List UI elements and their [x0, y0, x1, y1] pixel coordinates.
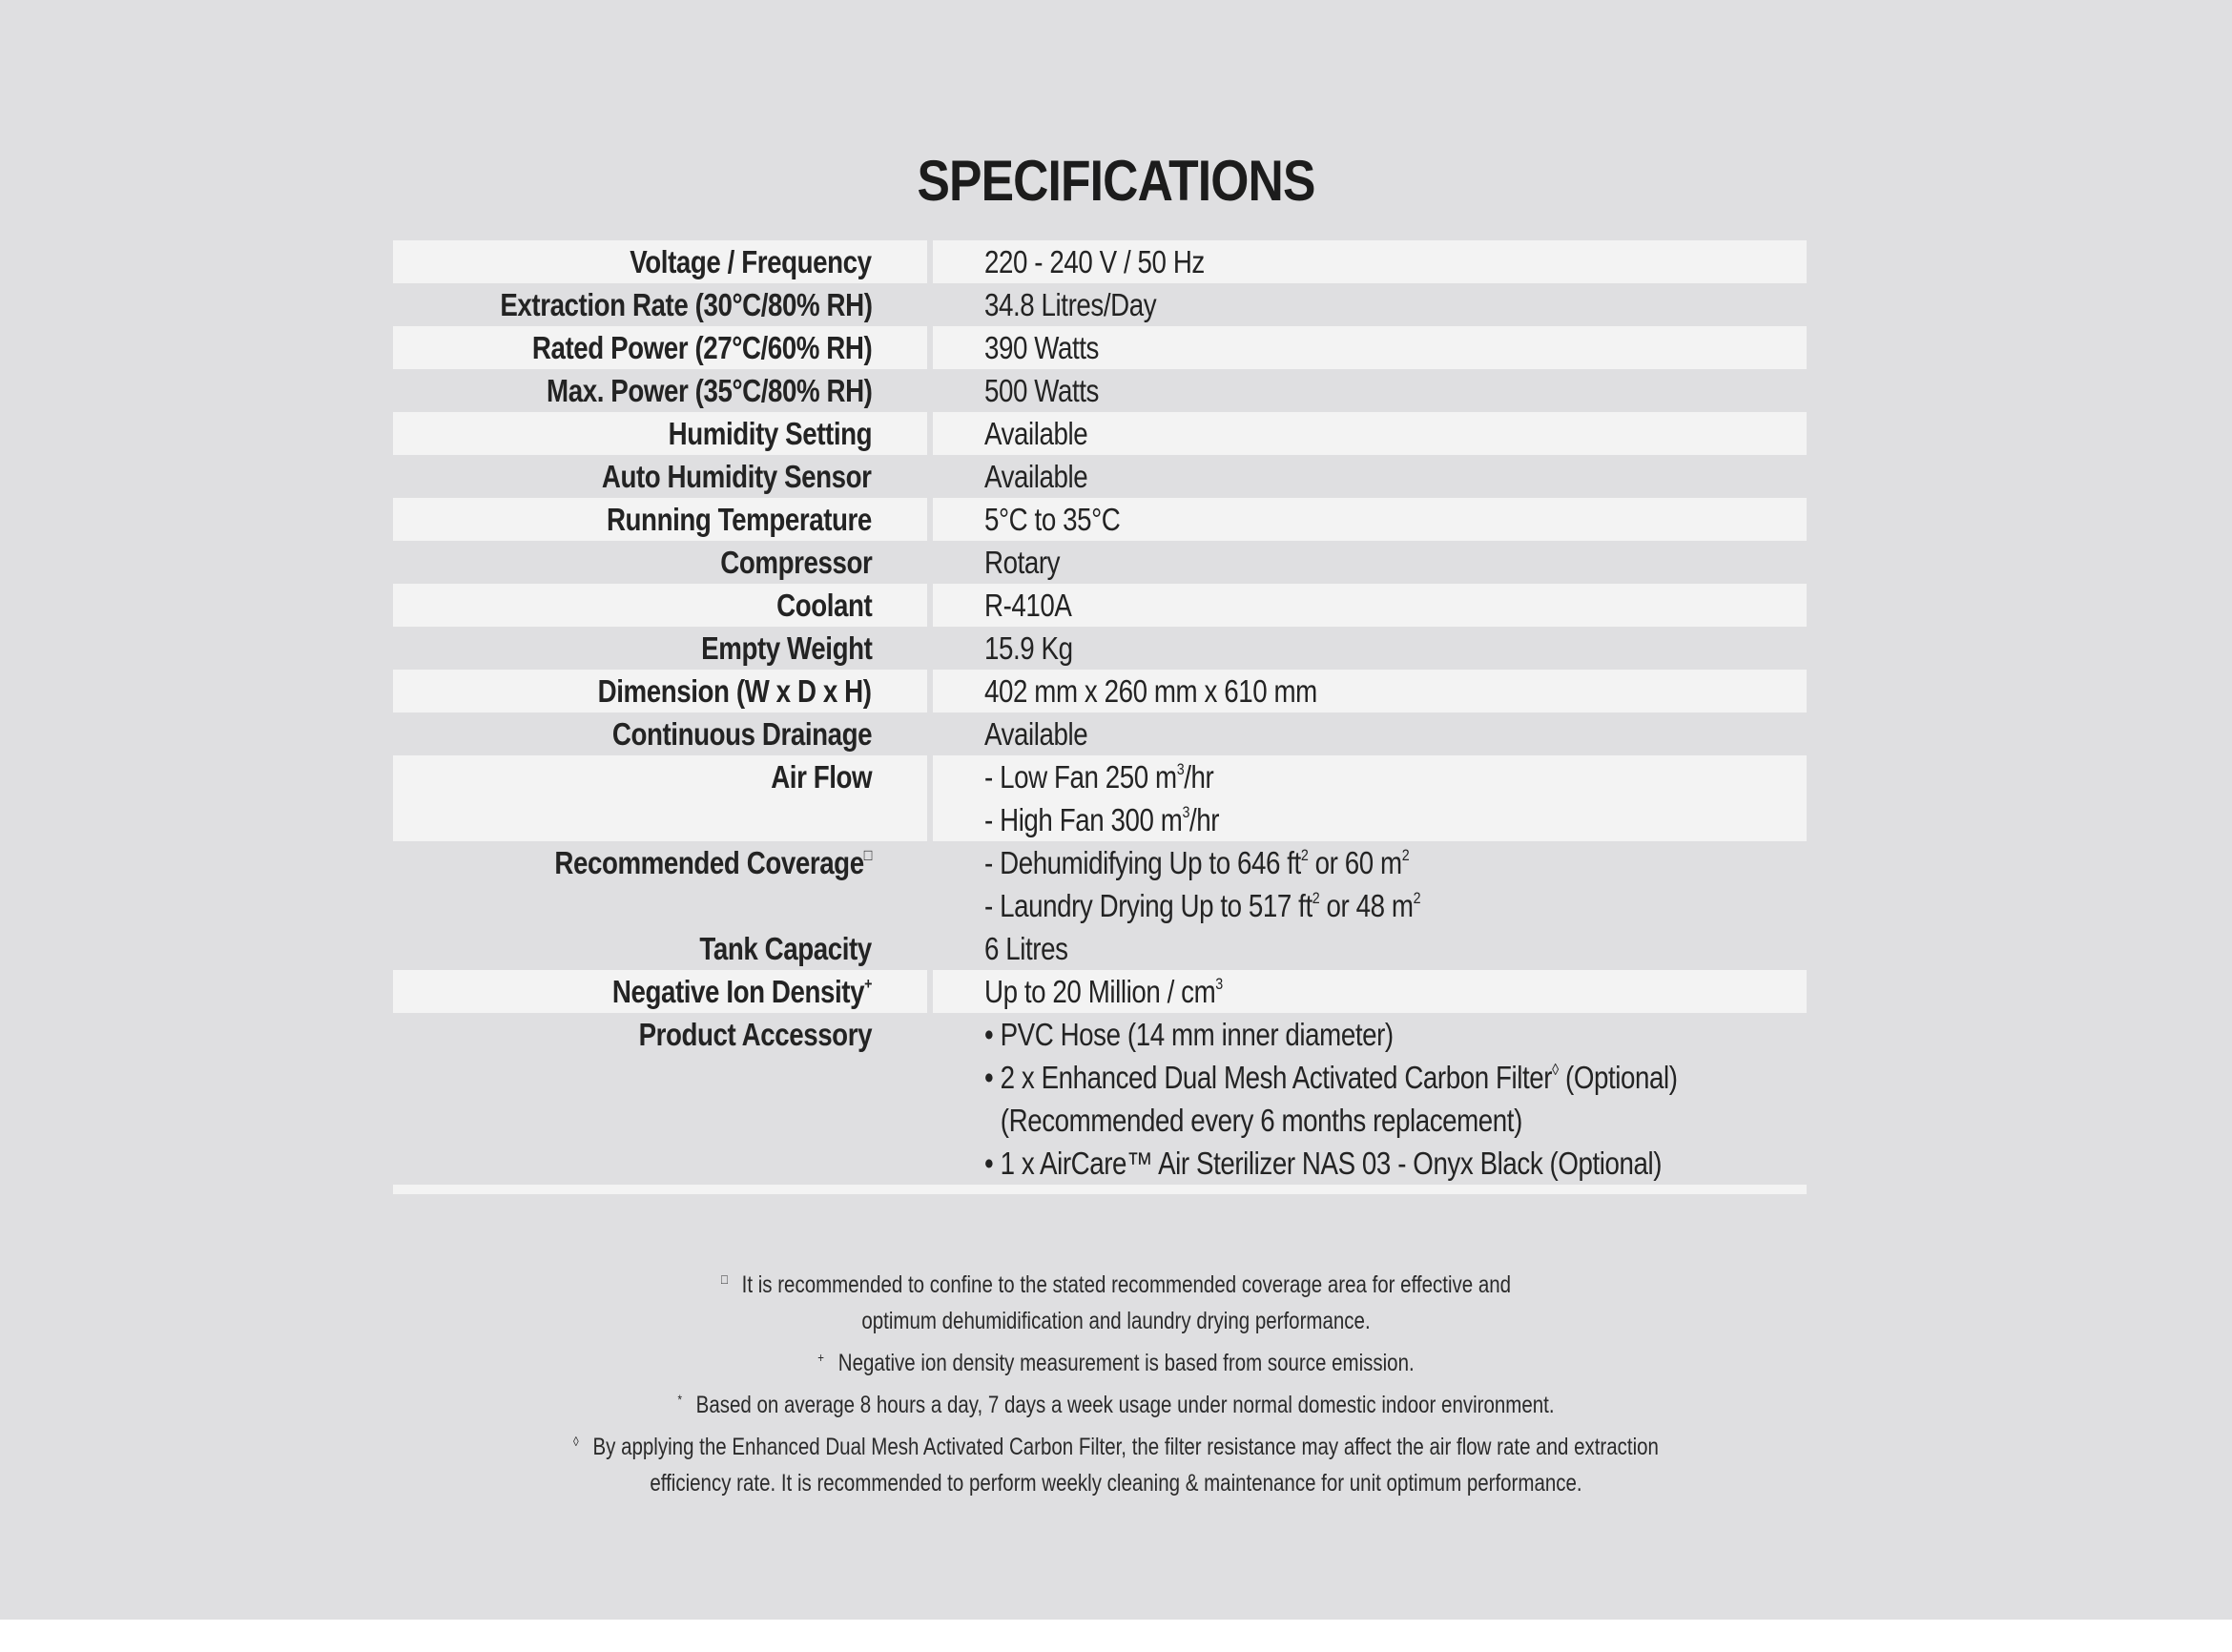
- spec-label: Coolant: [775, 588, 872, 623]
- spec-value-line: - Low Fan 250 $m^3/hr$: [984, 759, 1214, 795]
- footnote-coverage-cont: optimum dehumidification and laundry drying performance.: [861, 1308, 1371, 1334]
- spec-label: Dimension (W x D x H): [598, 673, 872, 709]
- spec-value: 220 - 240 V / 50 Hz: [984, 244, 1205, 279]
- spec-value: Available: [984, 459, 1088, 494]
- spec-label: Rated Power (27°C/60% RH): [531, 330, 872, 365]
- filter-footnote-mark: ◊: [1552, 1061, 1559, 1079]
- spec-value: Available: [984, 416, 1088, 451]
- spec-label: Running Temperature: [607, 502, 872, 537]
- spec-value: 402 mm x 260 mm x 610 mm: [984, 673, 1317, 709]
- spec-row-tank-capacity: [393, 927, 1807, 970]
- spec-value-line: • 1 x AirCare™ Air Sterilizer NAS 03 - Onyx Black (Optional): [984, 1146, 1663, 1181]
- spec-value: 500 Watts: [984, 373, 1099, 408]
- footnote-filter-cont: efficiency rate. It is recommended to perform weekly cleaning & maintenance for unit optimum performance.: [650, 1470, 1582, 1497]
- spec-row-compressor: [393, 541, 1807, 584]
- spec-value: 5°C to 35°C: [984, 502, 1121, 537]
- spec-value-line: • PVC Hose (14 mm inner diameter): [984, 1017, 1394, 1052]
- spec-value-line: Up to 20 Million / $cm^3$: [984, 974, 1223, 1009]
- spec-value: Rotary: [984, 545, 1061, 580]
- footnotes: [0, 1261, 2232, 1501]
- spec-label: Product Accessory: [638, 1017, 872, 1052]
- spec-label: Recommended Coverage□: [554, 845, 872, 880]
- spec-table: [393, 240, 1807, 1194]
- spec-label: Empty Weight: [700, 630, 872, 666]
- footnote-filter: ◊ By applying the Enhanced Dual Mesh Activated Carbon Filter, the filter resistance may affect the air flow rate and extraction: [573, 1434, 1659, 1460]
- spec-row-rated-power: [393, 326, 1807, 369]
- spec-row-extraction-rate: [393, 283, 1807, 326]
- footnote-coverage: □ It is recommended to confine to the stated recommended coverage area for effective and: [720, 1271, 1512, 1298]
- spec-label: Air Flow: [771, 759, 872, 795]
- spec-value: 15.9 Kg: [984, 630, 1073, 666]
- spec-value-line: (Recommended every 6 months replacement): [1000, 1103, 1522, 1138]
- spec-row-air-flow: [393, 755, 1807, 841]
- spec-label: Negative Ion Density+: [611, 974, 872, 1009]
- spec-value: 6 Litres: [984, 931, 1068, 966]
- spec-value: 34.8 Litres/Day: [984, 287, 1157, 322]
- spec-label: Voltage / Frequency: [630, 244, 872, 279]
- spec-label: Auto Humidity Sensor: [602, 459, 872, 494]
- spec-label: Tank Capacity: [699, 931, 872, 966]
- spec-row-negative-ion-density: [393, 970, 1807, 1013]
- spec-label: Continuous Drainage: [611, 716, 872, 752]
- spec-label: Humidity Setting: [668, 416, 872, 451]
- spec-row-voltage: [393, 240, 1807, 283]
- footnote-usage: * Based on average 8 hours a day, 7 days a week usage under normal domestic indoor environment.: [677, 1392, 1555, 1418]
- spec-value: 390 Watts: [984, 330, 1099, 365]
- spec-row-recommended-coverage: [393, 841, 1807, 927]
- page-title: SPECIFICATIONS: [917, 149, 1315, 213]
- spec-row-coolant: [393, 584, 1807, 627]
- spec-row-product-accessory: [393, 1013, 1807, 1185]
- spec-row-auto-humidity-sensor: [393, 455, 1807, 498]
- spec-value-line: - Laundry Drying Up to 517 $ft^2$ or 48 $m^2$: [984, 888, 1421, 923]
- spec-value: Available: [984, 716, 1088, 752]
- spec-row-continuous-drainage: [393, 712, 1807, 755]
- spec-label: Max. Power (35°C/80% RH): [546, 373, 872, 408]
- spec-label: Extraction Rate (30°C/80% RH): [499, 287, 872, 322]
- spec-row-dimension: [393, 670, 1807, 712]
- footnote-ion: + Negative ion density measurement is based from source emission.: [817, 1350, 1415, 1376]
- spec-value-line: - Dehumidifying Up to 646 $ft^2$ or 60 $m^2$: [984, 845, 1410, 880]
- spec-value: R-410A: [984, 588, 1072, 623]
- table-end-bar: [393, 1185, 1807, 1194]
- coverage-footnote-mark: □: [863, 846, 872, 864]
- spec-row-humidity-setting: [393, 412, 1807, 455]
- spec-row-empty-weight: [393, 627, 1807, 670]
- spec-value-line: - High Fan 300 $m^3/hr$: [984, 802, 1220, 837]
- spec-row-max-power: [393, 369, 1807, 412]
- spec-value-line: • 2 x Enhanced Dual Mesh Activated Carbon Filter◊ (Optional): [984, 1060, 1678, 1095]
- spec-label: Compressor: [719, 545, 872, 580]
- ion-footnote-mark: +: [864, 975, 872, 993]
- spec-row-running-temperature: [393, 498, 1807, 541]
